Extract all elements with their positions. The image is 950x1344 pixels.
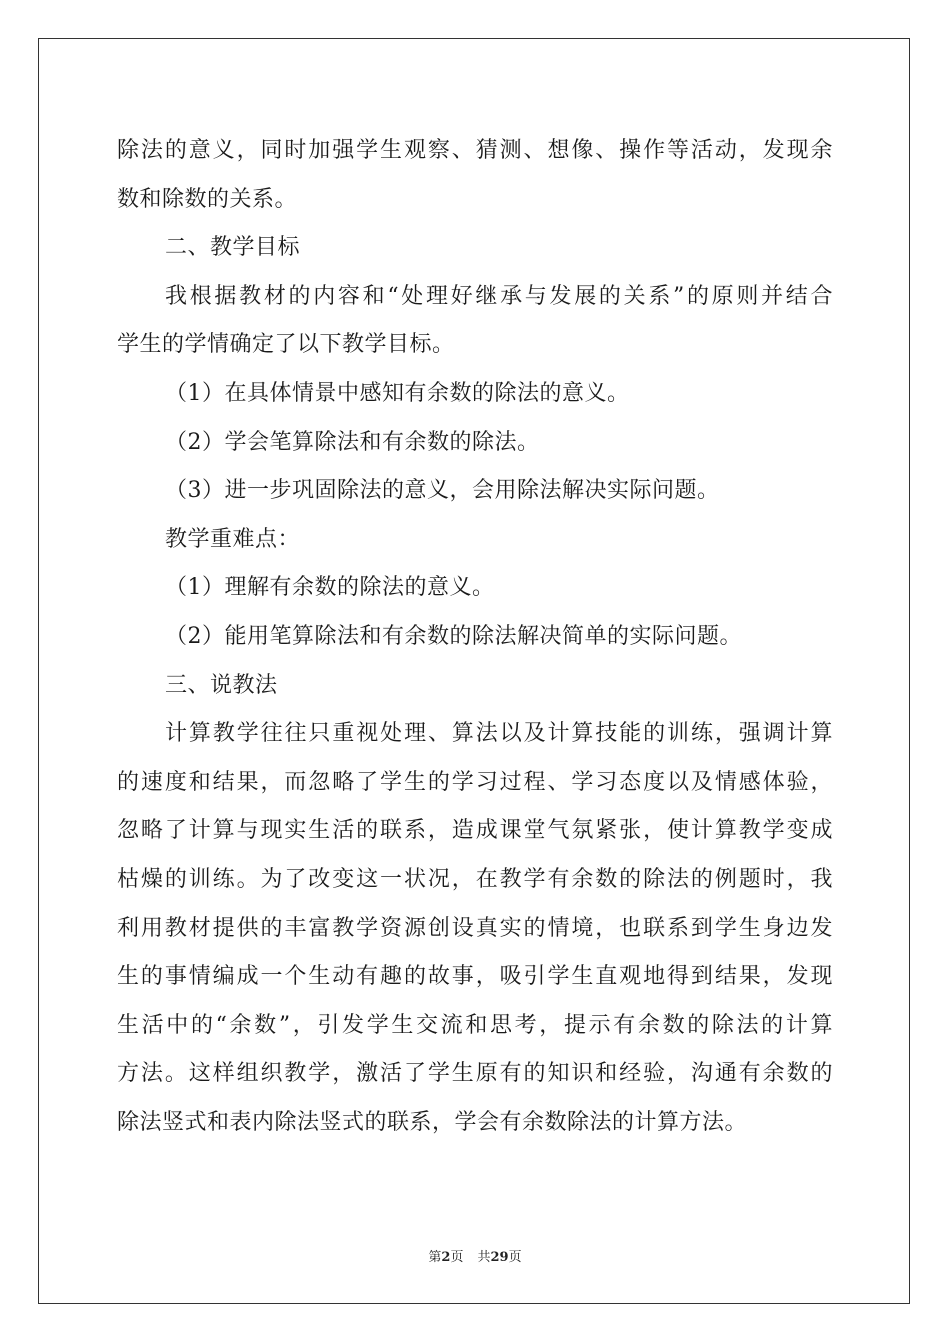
paragraph-line: 的速度和结果，而忽略了学生的学习过程、学习态度以及情感体验， xyxy=(117,769,833,795)
paragraph-line: 利用教材提供的丰富教学资源创设真实的情境，也联系到学生身边发 xyxy=(117,915,833,941)
page-prefix: 第 xyxy=(428,1250,442,1265)
paragraph-line: 生的事情编成一个生动有趣的故事，吸引学生直观地得到结果，发现 xyxy=(117,964,833,990)
paragraph-line: 除法竖式和表内除法竖式的联系，学会有余数除法的计算方法。 xyxy=(117,1109,748,1135)
goal-item: （3）进一步巩固除法的意义，会用除法解决实际问题。 xyxy=(165,478,720,504)
paragraph-line: 我根据教材的内容和“处理好继承与发展的关系”的原则并结合 xyxy=(165,283,833,309)
key-point-item: （1）理解有余数的除法的意义。 xyxy=(165,575,495,601)
paragraph-line: 学生的学情确定了以下教学目标。 xyxy=(117,332,455,358)
paragraph-line: 计算教学往往只重视处理、算法以及计算技能的训练，强调计算 xyxy=(165,721,833,747)
document-body xyxy=(117,127,833,1147)
paragraph-line: 数和除数的关系。 xyxy=(117,186,298,212)
page-footer xyxy=(0,1246,950,1265)
paragraph-line: 方法。这样组织教学，激活了学生原有的知识和经验，沟通有余数的 xyxy=(117,1061,833,1087)
goal-item: （2）学会笔算除法和有余数的除法。 xyxy=(165,429,540,455)
total-pages: 29 xyxy=(490,1250,509,1265)
total-suffix: 页 xyxy=(508,1250,522,1265)
total-prefix: 共 xyxy=(477,1250,491,1265)
section-heading-teaching-method: 三、说教法 xyxy=(165,672,278,698)
key-points-label: 教学重难点： xyxy=(165,526,301,552)
goal-item: （1）在具体情景中感知有余数的除法的意义。 xyxy=(165,380,630,406)
section-heading-teaching-goals: 二、教学目标 xyxy=(165,235,301,261)
key-point-item: （2）能用笔算除法和有余数的除法解决简单的实际问题。 xyxy=(165,623,742,649)
page-suffix: 页 xyxy=(450,1250,464,1265)
page-number: 2 xyxy=(441,1250,451,1265)
paragraph-line: 枯燥的训练。为了改变这一状况，在教学有余数的除法的例题时，我 xyxy=(117,866,833,892)
paragraph-line: 生活中的“余数”，引发学生交流和思考，提示有余数的除法的计算 xyxy=(117,1012,833,1038)
paragraph-line: 除法的意义，同时加强学生观察、猜测、想像、操作等活动，发现余 xyxy=(117,138,833,163)
paragraph-line: 忽略了计算与现实生活的联系，造成课堂气氛紧张，使计算教学变成 xyxy=(117,818,833,844)
